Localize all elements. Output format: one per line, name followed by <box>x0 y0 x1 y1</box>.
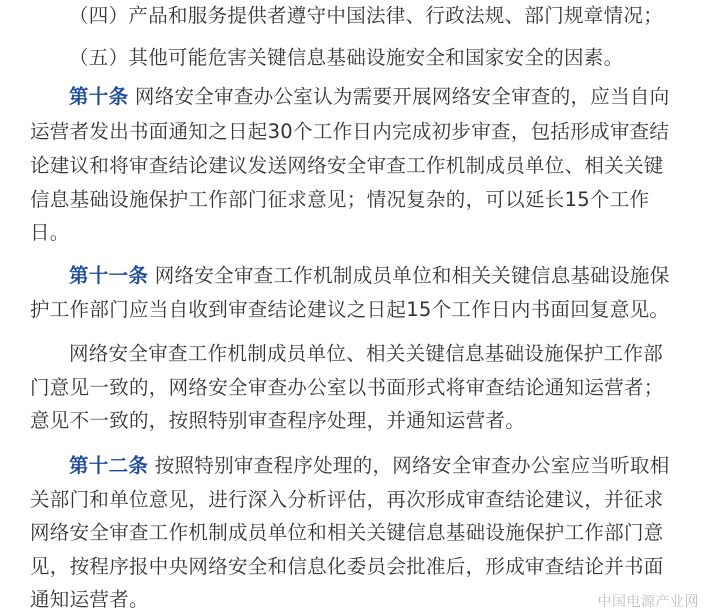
article-11b-line-3: 意见不一致的，按照特别审查程序处理，并通知运营者。 <box>30 409 526 432</box>
item-5-line: （五）其他可能危害关键信息基础设施安全和国家安全的因素。 <box>69 46 624 69</box>
watermark: 中国电源产业网 <box>597 594 699 610</box>
article-10-line-2: 运营者发出书面通知之日起30个工作日内完成初步审查，包括形成审查结 <box>30 120 670 143</box>
article-10-number: 第十条 <box>69 85 129 108</box>
article-10-line-5: 日。 <box>30 221 70 244</box>
article-11b-line-1: 网络安全审查工作机制成员单位、相关关键信息基础设施保护工作部 <box>69 342 664 365</box>
article-11-line-1 <box>69 261 670 291</box>
article-10-line-3: 论建议和将审查结论建议发送网络安全审查工作机制成员单位、相关关键 <box>30 154 664 177</box>
article-12-line-2: 关部门和单位意见，进行深入分析评估，再次形成审查结论建议，并征求 <box>30 488 664 511</box>
article-10-text-1: 网络安全审查办公室认为需要开展网络安全审查的，应当自向 <box>128 85 670 108</box>
article-11-text-1: 网络安全审查工作机制成员单位和相关关键信息基础设施保 <box>148 264 670 287</box>
article-12-line-1 <box>69 451 670 481</box>
article-11b-line-2: 门意见一致的，网络安全审查办公室以书面形式将审查结论通知运营者； <box>30 376 664 399</box>
article-12-number: 第十二条 <box>69 454 149 477</box>
article-10-line-4: 信息基础设施保护工作部门征求意见；情况复杂的，可以延长15个工作 <box>30 188 650 211</box>
item-4-line: （四）产品和服务提供者遵守中国法律、行政法规、部门规章情况； <box>69 4 664 27</box>
article-12-line-4: 见，按程序报中央网络安全和信息化委员会批准后，形成审查结论并书面 <box>30 555 664 578</box>
article-11-number: 第十一条 <box>69 264 149 287</box>
article-10-line-1 <box>69 82 670 112</box>
article-11-line-2: 护工作部门应当自收到审查结论建议之日起15个工作日内书面回复意见。 <box>30 298 670 321</box>
article-12-text-1: 按照特别审查程序处理的，网络安全审查办公室应当听取相 <box>148 454 670 477</box>
article-12-line-3: 网络安全审查工作机制成员单位和相关关键信息基础设施保护工作部门意 <box>30 521 664 544</box>
article-12-line-5: 通知运营者。 <box>30 588 149 611</box>
